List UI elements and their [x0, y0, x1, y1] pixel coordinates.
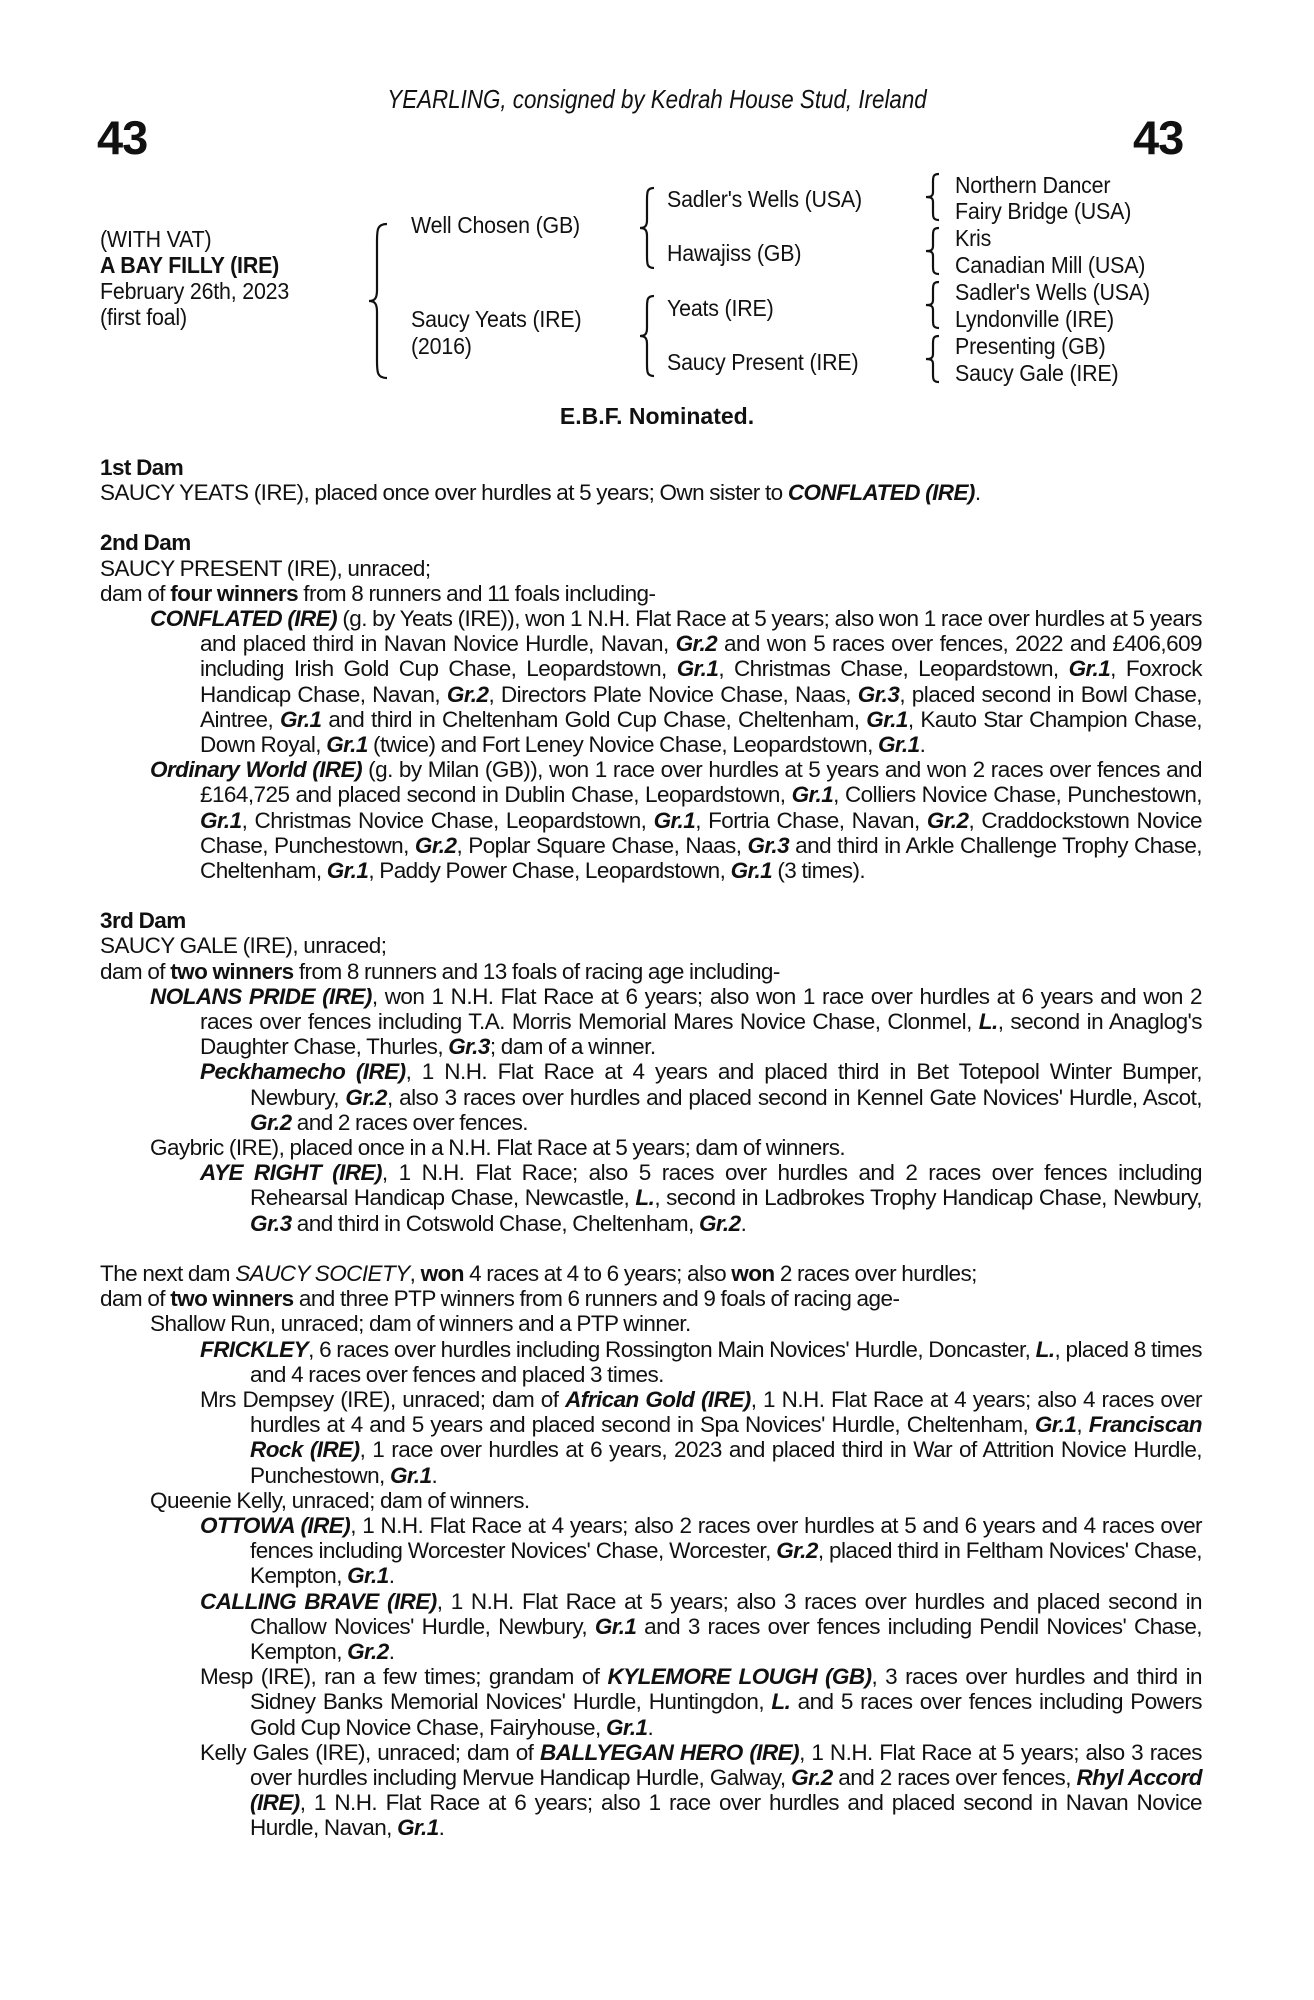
- horse-or-grade-run: Gr.3: [747, 832, 790, 858]
- horse-or-grade-run: Gr.1: [326, 858, 369, 884]
- text-run: The next dam: [100, 1260, 236, 1286]
- dam-year: (2016): [411, 333, 472, 359]
- produce-entry: [100, 1740, 1202, 1841]
- text-run: , also 3 races over hurdles and placed second in Kennel Gate Novices' Hurdle, Ascot,: [386, 1084, 1202, 1110]
- dam-summary-line: [100, 480, 1202, 505]
- horse-or-grade-run: Gr.1: [653, 807, 696, 833]
- text-run: ,: [409, 1260, 421, 1286]
- text-run: , Christmas Chase, Leopardstown,: [718, 656, 1069, 682]
- text-run: , Colliers Novice Chase, Punchestown,: [833, 782, 1203, 808]
- horse-or-grade-run: Gr.1: [326, 732, 368, 758]
- text-run: .: [740, 1210, 747, 1236]
- horse-or-grade-run: Gr.2: [446, 681, 489, 707]
- catalogue-header: YEARLING, consigned by Kedrah House Stud, Ireland: [387, 84, 927, 114]
- horse-or-grade-run: Gr.2: [250, 1109, 292, 1135]
- gen3-ancestor: Canadian Mill (USA): [955, 252, 1146, 278]
- horse-or-grade-run: Gr.2: [926, 807, 969, 833]
- horse-or-grade-run: Gr.2: [414, 832, 457, 858]
- horse-or-grade-run: CALLING BRAVE (IRE): [200, 1588, 437, 1614]
- section-heading: 3rd Dam: [100, 908, 186, 934]
- horse-or-grade-run: Gr.3: [857, 681, 900, 707]
- horse-or-grade-run: Gr.1: [730, 858, 773, 884]
- text-run: , 1 N.H. Flat Race at 6 years; also 1 race over hurdles and placed second in Navan Novice Hurdle, Navan,: [250, 1790, 1202, 1841]
- gen3-ancestor: Lyndonville (IRE): [955, 306, 1114, 332]
- horse-or-grade-run: Franciscan Rock (IRE): [250, 1412, 1202, 1463]
- dam-summary-line: [100, 959, 1202, 984]
- lot-number-left: 43: [97, 111, 148, 164]
- text-run: , second in Anaglog's Daughter Chase, Thurles,: [200, 1009, 1202, 1060]
- text-run: .: [919, 732, 926, 758]
- italic-run: SAUCY SOCIETY: [235, 1260, 410, 1286]
- text-run: , placed 8 times and 4 races over fences and placed 3 times.: [250, 1336, 1202, 1387]
- bold-run: won: [420, 1260, 464, 1286]
- bold-run: two winners: [170, 1286, 294, 1312]
- second-dam-section: [100, 530, 1202, 883]
- bold-run: four winners: [170, 580, 299, 606]
- horse-or-grade-run: Gr.1: [1068, 656, 1111, 682]
- horse-or-grade-run: Gr.3: [448, 1034, 490, 1060]
- bold-run: two winners: [170, 958, 294, 984]
- horse-or-grade-run: Gr.2: [698, 1210, 741, 1236]
- produce-entry: [100, 1311, 1202, 1336]
- text-run: , won 1 N.H. Flat Race at 6 years; also won 1 race over hurdles at 6 years and won 2 races over fences including T.A. Morris Memorial Mares Novice Chase, Clonmel,: [200, 983, 1202, 1035]
- text-run: .: [974, 480, 981, 506]
- ebf-nominated: E.B.F. Nominated.: [559, 403, 755, 429]
- produce-entry: [100, 1135, 1202, 1160]
- text-run: (3 times).: [772, 858, 866, 884]
- text-run: , Poplar Square Chase, Naas,: [456, 832, 748, 858]
- horse-or-grade-run: Gr.3: [250, 1210, 292, 1236]
- text-run: SAUCY GALE (IRE), unraced;: [100, 933, 387, 959]
- horse-or-grade-run: BALLYEGAN HERO (IRE): [539, 1739, 800, 1765]
- horse-or-grade-run: Gr.2: [776, 1538, 818, 1564]
- horse-or-grade-run: Gr.1: [791, 782, 834, 808]
- produce-entry: [100, 1387, 1202, 1488]
- gen3-ancestor: Kris: [955, 225, 992, 251]
- text-run: and won 5 races over fences, 2022 and £406,609 including Irish Gold Cup Chase, Leopardstown,: [200, 631, 1203, 682]
- section-heading: 1st Dam: [100, 455, 184, 480]
- pedigree-brace-gen3-4: [922, 334, 942, 384]
- section-heading: 2nd Dam: [100, 530, 191, 556]
- text-run: , Directors Plate Novice Chase, Naas,: [488, 681, 858, 707]
- text-run: , second in Ladbrokes Trophy Handicap Chase, Newbury,: [654, 1185, 1202, 1211]
- horse-or-grade-run: OTTOWA (IRE): [200, 1512, 351, 1538]
- lot-number-right: 43: [1133, 111, 1184, 164]
- text-run: from 8 runners and 11 foals including-: [298, 580, 656, 606]
- text-run: Mesp (IRE), ran a few times; grandam of: [200, 1664, 608, 1690]
- dam-dam-name: Saucy Present (IRE): [667, 349, 859, 375]
- next-dam-section: [100, 1261, 1202, 1841]
- horse-or-grade-run: African Gold (IRE): [565, 1386, 751, 1412]
- horse-or-grade-run: Gr.1: [676, 656, 719, 682]
- text-run: Shallow Run, unraced; dam of winners and a PTP winner.: [150, 1311, 691, 1337]
- horse-or-grade-run: Gr.2: [347, 1638, 389, 1664]
- pedigree-brace-gen3-2: [922, 226, 942, 276]
- horse-or-grade-run: Gr.1: [200, 807, 242, 833]
- produce-entry: [100, 1059, 1202, 1135]
- text-run: Gaybric (IRE), placed once in a N.H. Flat Race at 5 years; dam of winners.: [150, 1135, 846, 1161]
- text-run: and third in Cheltenham Gold Cup Chase, Cheltenham,: [321, 706, 867, 732]
- pedigree-brace-gen1: [365, 222, 391, 380]
- foal-note: (first foal): [100, 304, 187, 330]
- text-run: Mrs Dempsey (IRE), unraced; dam of: [200, 1386, 566, 1412]
- gen3-ancestor: Saucy Gale (IRE): [955, 360, 1119, 386]
- text-run: , 1 N.H. Flat Race at 4 years; also 2 races over hurdles at 5 and 6 years and 4 races over fences including Worcester Novices' Chase, Worcester,: [250, 1512, 1202, 1564]
- text-run: , 3 races over hurdles and third in Sidney Banks Memorial Novices' Hurdle, Huntingdon,: [250, 1664, 1202, 1715]
- text-run: Queenie Kelly, unraced; dam of winners.: [150, 1487, 530, 1513]
- text-run: , 1 N.H. Flat Race; also 5 races over hurdles and 2 races over fences including Rehearsal Handicap Chase, Newcastle,: [250, 1160, 1202, 1211]
- pedigree-brace-gen3-1: [922, 172, 942, 222]
- section-spacer: [100, 505, 1202, 530]
- gen3-ancestor: Northern Dancer: [955, 172, 1111, 198]
- produce-entry: [100, 1664, 1202, 1740]
- third-dam-section: [100, 908, 1202, 1236]
- horse-or-grade-run: CONFLATED (IRE): [150, 606, 338, 632]
- text-run: ; dam of a winner.: [489, 1034, 656, 1060]
- produce-entry: [100, 1337, 1202, 1387]
- sire-name: Well Chosen (GB): [411, 212, 580, 238]
- text-run: and third in Cotswold Chase, Cheltenham,: [291, 1210, 699, 1236]
- text-run: dam of: [100, 1286, 171, 1312]
- text-run: dam of: [100, 958, 171, 984]
- text-run: , Christmas Novice Chase, Leopardstown,: [241, 807, 654, 833]
- horse-or-grade-run: AYE RIGHT (IRE): [200, 1160, 382, 1186]
- text-run: and 2 races over fences,: [832, 1764, 1077, 1790]
- text-run: from 8 runners and 13 foals of racing age including-: [293, 958, 780, 984]
- produce-entry: [100, 1160, 1202, 1236]
- text-run: .: [431, 1462, 438, 1488]
- text-run: , Foxrock Handicap Chase, Navan,: [200, 656, 1202, 707]
- gen3-ancestor: Presenting (GB): [955, 333, 1106, 359]
- text-run: , 1 N.H. Flat Race at 4 years and placed third in Bet Totepool Winter Bumper, Newbury,: [250, 1059, 1202, 1110]
- horse-or-grade-run: CONFLATED (IRE): [787, 480, 975, 506]
- dam-summary-line: [100, 933, 1202, 958]
- text-run: Kelly Gales (IRE), unraced; dam of: [200, 1739, 540, 1765]
- dam-summary-line: [100, 1286, 1202, 1311]
- text-run: 4 races at 4 to 6 years; also: [463, 1260, 732, 1286]
- produce-entry: [100, 606, 1202, 757]
- text-run: , placed second in Bowl Chase, Aintree,: [200, 681, 1203, 732]
- horse-or-grade-run: Gr.1: [279, 706, 322, 732]
- text-run: and three PTP winners from 6 runners and 9 foals of racing age-: [293, 1286, 900, 1312]
- horse-or-grade-run: Gr.1: [397, 1815, 439, 1841]
- text-run: , 1 N.H. Flat Race at 5 years; also 3 races over hurdles and placed second in Challow Novices' Hurdle, Newbury,: [250, 1588, 1202, 1639]
- text-run: .: [438, 1815, 445, 1841]
- text-run: (twice) and Fort Leney Novice Chase, Leopardstown,: [367, 732, 878, 758]
- text-run: , Craddockstown Novice Chase, Punchestown,: [200, 807, 1202, 858]
- gen3-ancestor: Sadler's Wells (USA): [955, 279, 1150, 305]
- produce-entry: [100, 1488, 1202, 1513]
- dam-name: Saucy Yeats (IRE): [411, 306, 582, 332]
- text-run: ,: [1076, 1412, 1089, 1438]
- horse-or-grade-run: Gr.2: [675, 631, 718, 657]
- text-run: , 6 races over hurdles including Rossington Main Novices' Hurdle, Doncaster,: [308, 1336, 1036, 1362]
- horse-or-grade-run: FRICKLEY: [200, 1336, 309, 1362]
- text-run: (g. by Milan (GB)), won 1 race over hurdles at 5 years and won 2 races over fences and £164,725 and placed second in Dublin Chase, Leopardstown,: [200, 757, 1202, 808]
- text-run: SAUCY YEATS (IRE), placed once over hurdles at 5 years; Own sister to: [100, 480, 788, 506]
- horse-or-grade-run: Gr.1: [866, 706, 908, 732]
- text-run: , Paddy Power Chase, Leopardstown,: [368, 858, 731, 884]
- first-dam-section: [100, 455, 1202, 505]
- text-run: .: [388, 1638, 395, 1664]
- produce-entry: [100, 1589, 1202, 1665]
- foal-info: [100, 226, 289, 330]
- horse-or-grade-run: L.: [771, 1689, 791, 1715]
- horse-or-grade-run: Gr.1: [1034, 1412, 1077, 1438]
- text-run: , 1 N.H. Flat Race at 5 years; also 3 races over hurdles including Mervue Handicap Hurdle, Galway,: [250, 1739, 1202, 1790]
- produce-entry: [100, 1513, 1202, 1589]
- text-run: dam of: [100, 580, 171, 606]
- section-spacer: [100, 883, 1202, 908]
- section-spacer: [100, 1236, 1202, 1261]
- produce-entry: [100, 757, 1202, 883]
- dam-summary-line: [100, 1261, 1202, 1286]
- horse-or-grade-run: Gr.1: [347, 1563, 389, 1589]
- gen3-ancestor: Fairy Bridge (USA): [955, 198, 1132, 224]
- text-run: 2 races over hurdles;: [774, 1260, 977, 1286]
- dam-sire-name: Yeats (IRE): [667, 295, 774, 321]
- vat-note: (WITH VAT): [100, 226, 212, 252]
- dam-summary-line: [100, 556, 1202, 581]
- pedigree-brace-gen3-3: [922, 280, 942, 330]
- horse-or-grade-run: KYLEMORE LOUGH (GB): [607, 1664, 872, 1690]
- horse-or-grade-run: L.: [978, 1009, 998, 1035]
- horse-or-grade-run: L.: [635, 1185, 655, 1211]
- text-run: and 2 races over fences.: [291, 1109, 528, 1135]
- text-run: .: [388, 1563, 395, 1589]
- text-run: , Kauto Star Champion Chase, Down Royal,: [200, 706, 1203, 758]
- text-run: and third in Arkle Challenge Trophy Chase, Cheltenham,: [200, 832, 1203, 884]
- text-run: , Fortria Chase, Navan,: [695, 807, 927, 833]
- horse-or-grade-run: Peckhamecho (IRE): [200, 1059, 406, 1085]
- horse-or-grade-run: Rhyl Accord (IRE): [250, 1764, 1202, 1816]
- horse-or-grade-run: Ordinary World (IRE): [150, 757, 363, 783]
- horse-or-grade-run: Gr.1: [605, 1714, 648, 1740]
- horse-or-grade-run: Gr.2: [791, 1764, 833, 1790]
- text-run: SAUCY PRESENT (IRE), unraced;: [100, 555, 431, 581]
- horse-or-grade-run: Gr.2: [345, 1084, 387, 1110]
- dam-summary-line: [100, 581, 1202, 606]
- text-run: , 1 race over hurdles at 6 years, 2023 and placed third in War of Attrition Novice Hurdle, Punchestown,: [250, 1437, 1202, 1488]
- horse-or-grade-run: L.: [1035, 1336, 1055, 1362]
- text-run: (g. by Yeats (IRE)), won 1 N.H. Flat Race at 5 years; also won 1 race over hurdles at 5 years and placed third in Navan Novice Hurdle, Navan,: [200, 606, 1203, 657]
- produce-entry: [100, 984, 1202, 1060]
- text-run: and 3 races over fences including Pendil Novices' Chase, Kempton,: [250, 1613, 1202, 1664]
- bold-run: won: [731, 1260, 775, 1286]
- foaling-date: February 26th, 2023: [100, 278, 290, 304]
- text-run: and 5 races over fences including Powers Gold Cup Novice Chase, Fairyhouse,: [250, 1689, 1202, 1740]
- horse-or-grade-run: Gr.1: [594, 1613, 637, 1639]
- horse-or-grade-run: Gr.1: [389, 1462, 432, 1488]
- foal-name: A BAY FILLY (IRE): [100, 252, 280, 278]
- pedigree-brace-dam: [636, 294, 658, 378]
- horse-or-grade-run: Gr.1: [877, 732, 920, 758]
- sire-dam-name: Hawajiss (GB): [667, 240, 802, 266]
- text-run: .: [647, 1714, 654, 1740]
- pedigree-brace-sire: [636, 186, 658, 270]
- text-run: , 1 N.H. Flat Race at 4 years; also 4 races over hurdles at 4 and 5 years and placed second in Spa Novices' Hurdle, Cheltenham,: [250, 1386, 1202, 1438]
- text-run: , placed third in Feltham Novices' Chase, Kempton,: [250, 1538, 1202, 1589]
- sire-sire-name: Sadler's Wells (USA): [667, 186, 862, 212]
- produce-record: [100, 455, 1202, 1841]
- horse-or-grade-run: NOLANS PRIDE (IRE): [150, 983, 372, 1009]
